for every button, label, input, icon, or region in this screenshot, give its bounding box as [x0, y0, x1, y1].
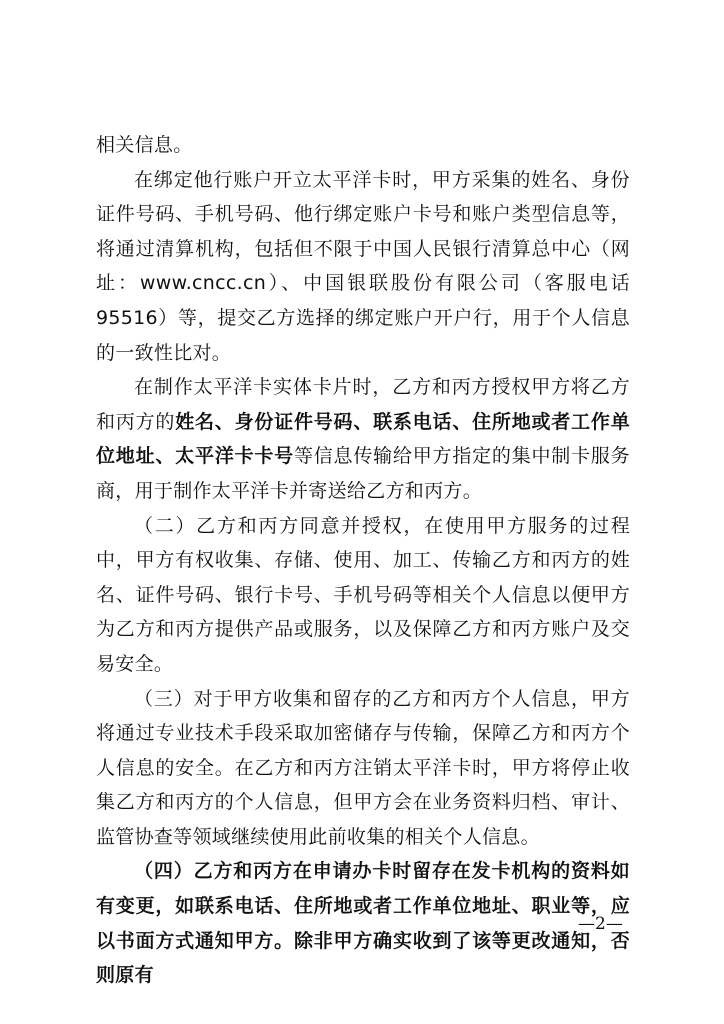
- paragraph-bind-other-bank-account: 在绑定他行账户开立太平洋卡时，甲方采集的姓名、身份证件号码、手机号码、他行绑定账户卡号和账户类型信息等，将通过清算机构，包括但不限于中国人民银行清算总中心（网址：www.cncc.cn）、中国银联股份有限公司（客服电话95516）等，提交乙方选择的绑定账户开户行，用于个人信息的一致性比对。: [96, 168, 630, 364]
- paragraph-section-three: （三）对于甲方收集和留存的乙方和丙方个人信息，甲方将通过专业技术手段采取加密储存与传输，保障乙方和丙方个人信息的安全。在乙方和丙方注销太平洋卡时，甲方将停止收集乙方和丙方的个人信息，但甲方会在业务资料归档、审计、监管协查等领域继续使用此前收集的相关个人信息。: [96, 687, 630, 848]
- paragraph-section-four: （四）乙方和丙方在申请办卡时留存在发卡机构的资料如有变更，如联系电话、住所地或者工作单位地址、职业等，应以书面方式通知甲方。除非甲方确实收到了该等更改通知，否则原有: [96, 860, 630, 987]
- paragraph-card-production: [96, 370, 630, 508]
- document-body: [96, 128, 630, 993]
- card-production-text-start: 在制作太平洋卡实体卡片时，乙方和丙方授权甲方将乙方和丙方的: [96, 376, 630, 433]
- paragraph-continuation: 相关信息。: [96, 134, 193, 156]
- card-production-text-end: 等信息传输给甲方指定的集中制卡服务商，用于制作太平洋卡并寄送给乙方和丙方。: [96, 445, 630, 502]
- paragraph-section-two: （二）乙方和丙方同意并授权，在使用甲方服务的过程中，甲方有权收集、存储、使用、加工、传输乙方和丙方的姓名、证件号码、银行卡号、手机号码等相关个人信息以便甲方为乙方和丙方提供产品或服务，以及保障乙方和丙方账户及交易安全。: [96, 514, 630, 675]
- card-production-bold-fields: 姓名、身份证件号码、联系电话、住所地或者工作单位地址、太平洋卡卡号: [96, 410, 630, 468]
- page-number: —2—: [578, 914, 623, 934]
